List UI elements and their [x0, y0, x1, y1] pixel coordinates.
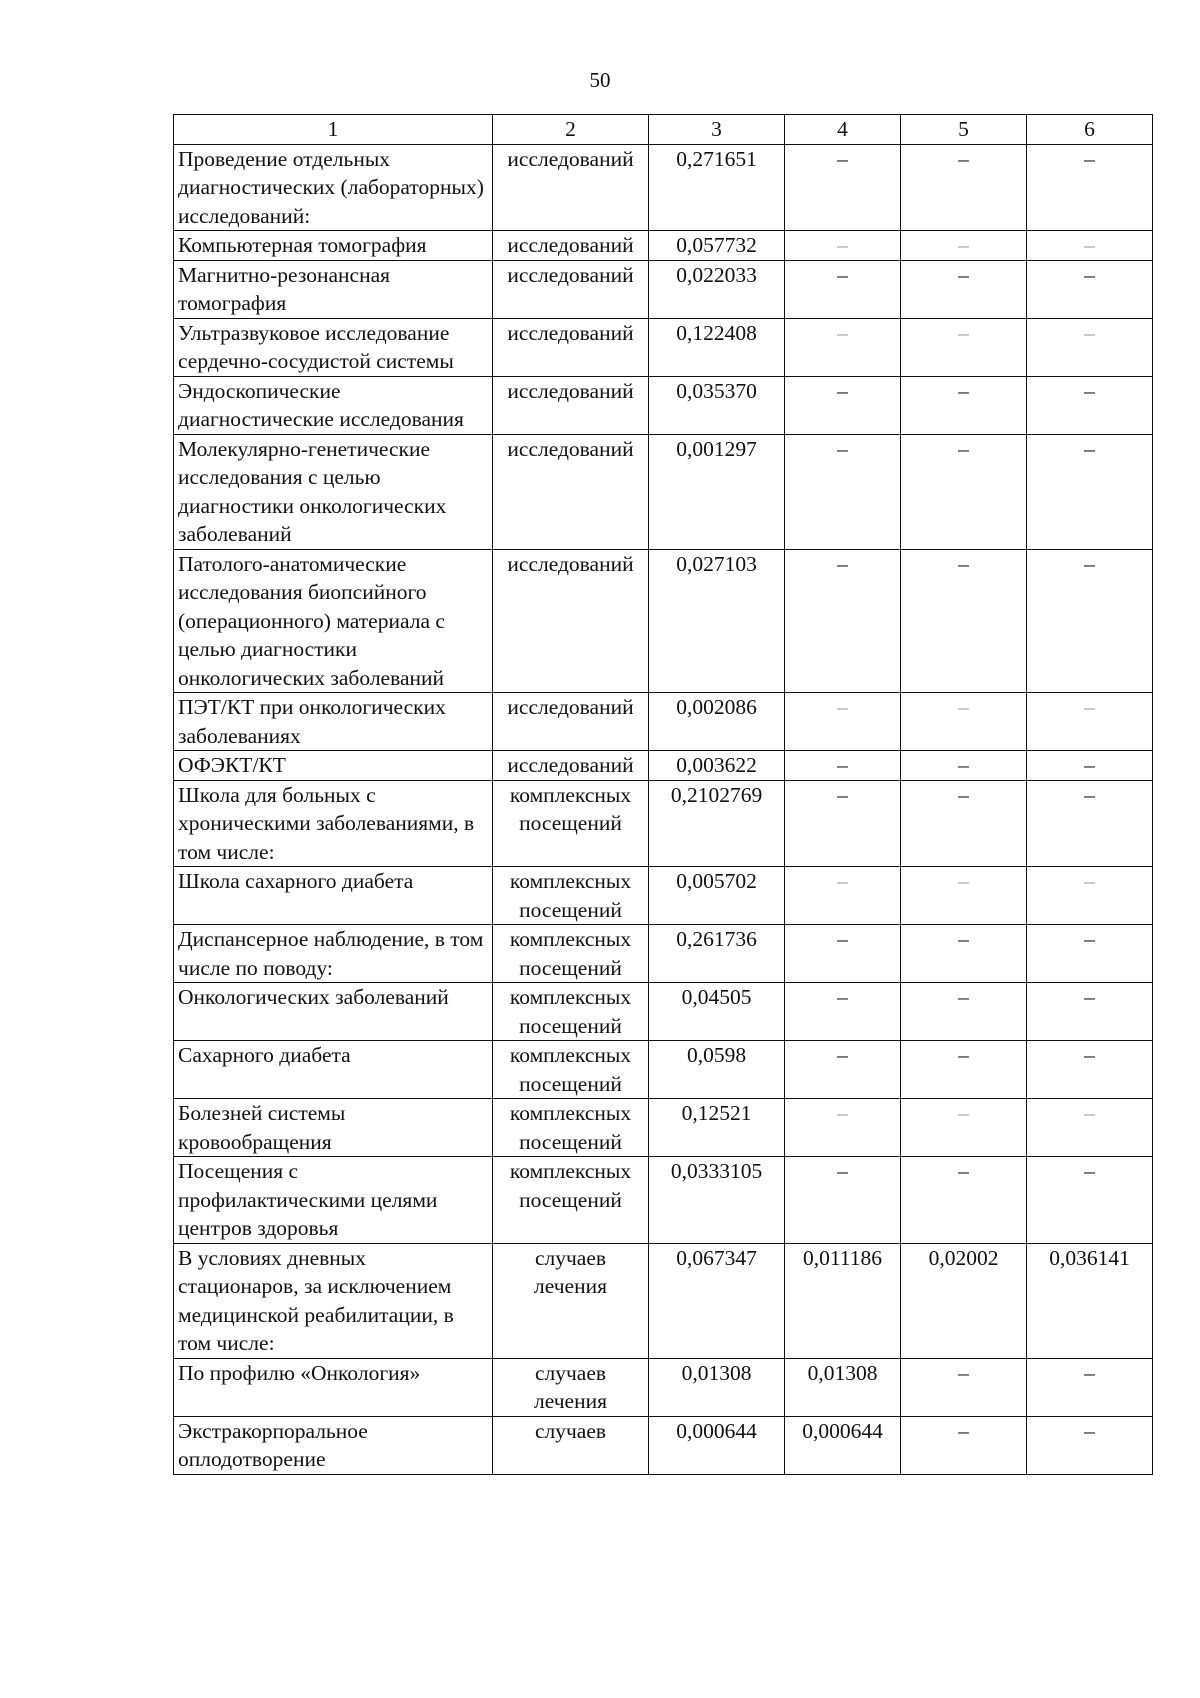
row-value-col6: –	[1027, 693, 1153, 751]
row-value-col4: 0,011186	[785, 1243, 901, 1358]
row-value-col3: 0,000644	[649, 1416, 785, 1474]
row-name-cell: Диспансерное наблюдение, в том числе по поводу:	[174, 925, 493, 983]
row-value-col4: 0,000644	[785, 1416, 901, 1474]
row-value-col4: 0,01308	[785, 1358, 901, 1416]
row-value-col4: –	[785, 549, 901, 693]
table-body	[174, 144, 1153, 1474]
row-name-cell: Посещения с профилактическими целями центров здоровья	[174, 1157, 493, 1244]
row-value-col6: –	[1027, 983, 1153, 1041]
row-name-cell: Онкологических заболеваний	[174, 983, 493, 1041]
row-value-col6: –	[1027, 925, 1153, 983]
row-value-col3: 0,01308	[649, 1358, 785, 1416]
table-row	[174, 1157, 1153, 1244]
row-value-col3: 0,122408	[649, 318, 785, 376]
table-row	[174, 1416, 1153, 1474]
row-value-col5: –	[901, 780, 1027, 867]
row-value-col4: –	[785, 1157, 901, 1244]
row-name-cell: По профилю «Онкология»	[174, 1358, 493, 1416]
row-value-col6: –	[1027, 780, 1153, 867]
row-value-col3: 0,0333105	[649, 1157, 785, 1244]
row-value-col5: –	[901, 1358, 1027, 1416]
row-unit-cell: исследований	[493, 231, 649, 261]
row-unit-cell: комплексных посещений	[493, 1157, 649, 1244]
row-name-cell: Болезней системы кровообращения	[174, 1099, 493, 1157]
row-value-col3: 0,057732	[649, 231, 785, 261]
row-name-cell: В условиях дневных стационаров, за исключением медицинской реабилитации, в том числе:	[174, 1243, 493, 1358]
row-value-col3: 0,027103	[649, 549, 785, 693]
table-row	[174, 318, 1153, 376]
row-unit-cell: исследований	[493, 549, 649, 693]
row-value-col3: 0,067347	[649, 1243, 785, 1358]
row-value-col4: –	[785, 780, 901, 867]
row-value-col5: –	[901, 1041, 1027, 1099]
table-header-row	[174, 115, 1153, 145]
row-value-col4: –	[785, 925, 901, 983]
row-value-col5: –	[901, 867, 1027, 925]
row-value-col6: –	[1027, 1157, 1153, 1244]
row-value-col3: 0,002086	[649, 693, 785, 751]
row-value-col4: –	[785, 693, 901, 751]
row-value-col6: –	[1027, 751, 1153, 781]
row-value-col5: –	[901, 983, 1027, 1041]
row-value-col4: –	[785, 751, 901, 781]
data-table	[173, 114, 1153, 1475]
row-value-col5: –	[901, 1416, 1027, 1474]
row-value-col6: –	[1027, 867, 1153, 925]
row-unit-cell: случаев	[493, 1416, 649, 1474]
column-header-3: 3	[649, 115, 785, 145]
row-unit-cell: комплексных посещений	[493, 780, 649, 867]
table-row	[174, 983, 1153, 1041]
row-unit-cell: исследований	[493, 260, 649, 318]
row-value-col6: –	[1027, 1041, 1153, 1099]
row-value-col3: 0,035370	[649, 376, 785, 434]
row-value-col3: 0,04505	[649, 983, 785, 1041]
row-value-col3: 0,12521	[649, 1099, 785, 1157]
row-name-cell: ПЭТ/КТ при онкологических заболеваниях	[174, 693, 493, 751]
row-value-col3: 0,003622	[649, 751, 785, 781]
row-value-col3: 0,001297	[649, 434, 785, 549]
row-value-col5: –	[901, 318, 1027, 376]
column-header-2: 2	[493, 115, 649, 145]
column-header-1: 1	[174, 115, 493, 145]
row-value-col5: –	[901, 751, 1027, 781]
table-row	[174, 1099, 1153, 1157]
row-value-col6: –	[1027, 434, 1153, 549]
page-number: 50	[589, 68, 611, 92]
row-value-col5: 0,02002	[901, 1243, 1027, 1358]
row-value-col3: 0,261736	[649, 925, 785, 983]
row-unit-cell: комплексных посещений	[493, 1099, 649, 1157]
table-row	[174, 376, 1153, 434]
row-name-cell: Эндоскопические диагностические исследования	[174, 376, 493, 434]
row-name-cell: Патолого-анатомические исследования биопсийного (операционного) материала с целью диагностики онкологических заболеваний	[174, 549, 493, 693]
row-value-col5: –	[901, 144, 1027, 231]
table-row	[174, 1243, 1153, 1358]
column-header-6: 6	[1027, 115, 1153, 145]
row-name-cell: Ультразвуковое исследование сердечно-сосудистой системы	[174, 318, 493, 376]
row-value-col5: –	[901, 693, 1027, 751]
table-row	[174, 780, 1153, 867]
row-value-col6: –	[1027, 318, 1153, 376]
row-value-col3: 0,005702	[649, 867, 785, 925]
table-row	[174, 1041, 1153, 1099]
row-name-cell: Молекулярно-генетические исследования с целью диагностики онкологических заболеваний	[174, 434, 493, 549]
row-value-col6: –	[1027, 1416, 1153, 1474]
row-value-col5: –	[901, 231, 1027, 261]
row-value-col4: –	[785, 376, 901, 434]
row-unit-cell: исследований	[493, 751, 649, 781]
row-name-cell: Проведение отдельных диагностических (лабораторных) исследований:	[174, 144, 493, 231]
row-value-col6: –	[1027, 549, 1153, 693]
table-row	[174, 434, 1153, 549]
column-header-5: 5	[901, 115, 1027, 145]
row-value-col6: –	[1027, 260, 1153, 318]
row-value-col4: –	[785, 231, 901, 261]
row-unit-cell: комплексных посещений	[493, 867, 649, 925]
row-unit-cell: исследований	[493, 376, 649, 434]
row-unit-cell: комплексных посещений	[493, 1041, 649, 1099]
row-value-col6: 0,036141	[1027, 1243, 1153, 1358]
row-value-col6: –	[1027, 376, 1153, 434]
table-row	[174, 231, 1153, 261]
table-row	[174, 549, 1153, 693]
row-value-col5: –	[901, 925, 1027, 983]
row-unit-cell: исследований	[493, 693, 649, 751]
row-name-cell: Компьютерная томография	[174, 231, 493, 261]
row-value-col5: –	[901, 260, 1027, 318]
table-row	[174, 925, 1153, 983]
row-value-col4: –	[785, 983, 901, 1041]
row-name-cell: Школа для больных с хроническими заболеваниями, в том числе:	[174, 780, 493, 867]
row-value-col4: –	[785, 1099, 901, 1157]
row-unit-cell: комплексных посещений	[493, 983, 649, 1041]
row-value-col6: –	[1027, 1358, 1153, 1416]
row-unit-cell: случаев лечения	[493, 1243, 649, 1358]
column-header-4: 4	[785, 115, 901, 145]
table-row	[174, 867, 1153, 925]
table-row	[174, 1358, 1153, 1416]
row-name-cell: ОФЭКТ/КТ	[174, 751, 493, 781]
row-unit-cell: комплексных посещений	[493, 925, 649, 983]
row-value-col5: –	[901, 1099, 1027, 1157]
row-value-col3: 0,022033	[649, 260, 785, 318]
row-value-col4: –	[785, 867, 901, 925]
table-row	[174, 693, 1153, 751]
row-value-col4: –	[785, 144, 901, 231]
row-value-col5: –	[901, 434, 1027, 549]
row-name-cell: Школа сахарного диабета	[174, 867, 493, 925]
row-value-col4: –	[785, 1041, 901, 1099]
row-value-col4: –	[785, 318, 901, 376]
row-unit-cell: случаев лечения	[493, 1358, 649, 1416]
table-row	[174, 144, 1153, 231]
table-row	[174, 260, 1153, 318]
row-name-cell: Экстракорпоральное оплодотворение	[174, 1416, 493, 1474]
row-value-col6: –	[1027, 1099, 1153, 1157]
row-value-col4: –	[785, 260, 901, 318]
row-value-col4: –	[785, 434, 901, 549]
row-value-col6: –	[1027, 231, 1153, 261]
row-unit-cell: исследований	[493, 318, 649, 376]
row-unit-cell: исследований	[493, 144, 649, 231]
row-name-cell: Магнитно-резонансная томография	[174, 260, 493, 318]
row-unit-cell: исследований	[493, 434, 649, 549]
row-value-col5: –	[901, 549, 1027, 693]
row-value-col6: –	[1027, 144, 1153, 231]
row-name-cell: Сахарного диабета	[174, 1041, 493, 1099]
table-row	[174, 751, 1153, 781]
row-value-col3: 0,271651	[649, 144, 785, 231]
row-value-col3: 0,2102769	[649, 780, 785, 867]
row-value-col5: –	[901, 1157, 1027, 1244]
row-value-col3: 0,0598	[649, 1041, 785, 1099]
row-value-col5: –	[901, 376, 1027, 434]
